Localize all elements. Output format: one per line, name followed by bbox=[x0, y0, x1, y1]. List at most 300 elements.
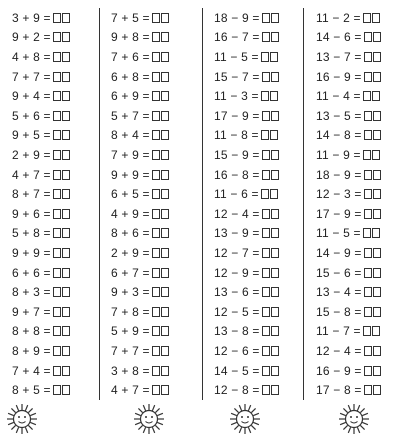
problem-expression: 9 + 4 = bbox=[12, 89, 51, 104]
answer-boxes[interactable] bbox=[364, 32, 381, 42]
answer-digit-box[interactable] bbox=[152, 13, 160, 23]
answer-digit-box[interactable] bbox=[161, 52, 169, 62]
problem-row bbox=[214, 282, 279, 302]
answer-digit-box[interactable] bbox=[53, 385, 61, 395]
answer-digit-box[interactable] bbox=[364, 307, 372, 317]
answer-digit-box[interactable] bbox=[161, 307, 169, 317]
answer-boxes[interactable] bbox=[262, 385, 279, 395]
answer-digit-box[interactable] bbox=[152, 228, 160, 238]
answer-digit-box[interactable] bbox=[62, 91, 70, 101]
answer-digit-box[interactable] bbox=[372, 326, 380, 336]
answer-digit-box[interactable] bbox=[373, 366, 381, 376]
problem-expression: 9 + 3 = bbox=[111, 285, 150, 300]
problem-row bbox=[12, 47, 70, 67]
answer-digit-box[interactable] bbox=[152, 248, 160, 258]
problem-row bbox=[111, 243, 169, 263]
answer-boxes[interactable] bbox=[364, 307, 381, 317]
answer-boxes[interactable] bbox=[152, 366, 169, 376]
answer-digit-box[interactable] bbox=[364, 248, 372, 258]
problem-expression: 9 + 7 = bbox=[12, 304, 51, 319]
problem-row bbox=[12, 322, 70, 342]
answer-digit-box[interactable] bbox=[161, 150, 169, 160]
answer-digit-box[interactable] bbox=[161, 91, 169, 101]
answer-digit-box[interactable] bbox=[261, 91, 269, 101]
answer-boxes[interactable] bbox=[363, 13, 380, 23]
answer-boxes[interactable] bbox=[364, 170, 381, 180]
answer-boxes[interactable] bbox=[364, 366, 381, 376]
problem-expression: 12 − 4 = bbox=[316, 344, 362, 359]
answer-digit-box[interactable] bbox=[262, 248, 270, 258]
answer-digit-box[interactable] bbox=[271, 307, 279, 317]
problem-row bbox=[214, 380, 279, 400]
answer-digit-box[interactable] bbox=[261, 130, 269, 140]
answer-digit-box[interactable] bbox=[262, 307, 270, 317]
problem-expression: 14 − 6 = bbox=[316, 30, 362, 45]
answer-digit-box[interactable] bbox=[62, 326, 70, 336]
answer-boxes[interactable] bbox=[363, 91, 380, 101]
answer-digit-box[interactable] bbox=[373, 111, 381, 121]
answer-digit-box[interactable] bbox=[53, 248, 61, 258]
problem-expression: 12 − 4 = bbox=[214, 206, 260, 221]
column-divider bbox=[99, 8, 100, 400]
answer-digit-box[interactable] bbox=[262, 346, 270, 356]
answer-boxes[interactable] bbox=[262, 346, 279, 356]
answer-boxes[interactable] bbox=[262, 248, 279, 258]
answer-digit-box[interactable] bbox=[53, 170, 61, 180]
answer-digit-box[interactable] bbox=[161, 13, 169, 23]
answer-boxes[interactable] bbox=[364, 130, 381, 140]
answer-digit-box[interactable] bbox=[62, 346, 70, 356]
answer-digit-box[interactable] bbox=[152, 150, 160, 160]
answer-digit-box[interactable] bbox=[373, 346, 381, 356]
answer-digit-box[interactable] bbox=[363, 13, 371, 23]
answer-boxes[interactable] bbox=[53, 268, 70, 278]
answer-digit-box[interactable] bbox=[62, 209, 70, 219]
answer-digit-box[interactable] bbox=[271, 150, 279, 160]
answer-digit-box[interactable] bbox=[53, 228, 61, 238]
answer-digit-box[interactable] bbox=[152, 111, 160, 121]
answer-digit-box[interactable] bbox=[262, 385, 270, 395]
problem-row bbox=[111, 322, 169, 342]
answer-boxes[interactable] bbox=[53, 228, 70, 238]
answer-digit-box[interactable] bbox=[262, 287, 270, 297]
answer-digit-box[interactable] bbox=[62, 52, 70, 62]
answer-digit-box[interactable] bbox=[373, 209, 381, 219]
answer-digit-box[interactable] bbox=[271, 32, 279, 42]
answer-digit-box[interactable] bbox=[372, 13, 380, 23]
answer-boxes[interactable] bbox=[364, 189, 381, 199]
problem-row bbox=[316, 282, 381, 302]
problem-expression: 5 + 6 = bbox=[12, 108, 51, 123]
answer-boxes[interactable] bbox=[53, 209, 70, 219]
problem-expression: 12 − 9 = bbox=[214, 265, 260, 280]
answer-digit-box[interactable] bbox=[262, 366, 270, 376]
answer-digit-box[interactable] bbox=[62, 170, 70, 180]
answer-digit-box[interactable] bbox=[53, 111, 61, 121]
answer-boxes[interactable] bbox=[152, 170, 169, 180]
answer-digit-box[interactable] bbox=[161, 366, 169, 376]
problem-row bbox=[12, 67, 70, 87]
answer-digit-box[interactable] bbox=[262, 72, 270, 82]
answer-boxes[interactable] bbox=[152, 268, 169, 278]
answer-boxes[interactable] bbox=[364, 287, 381, 297]
answer-boxes[interactable] bbox=[364, 111, 381, 121]
problem-expression: 16 − 9 = bbox=[316, 69, 362, 84]
answer-digit-box[interactable] bbox=[161, 32, 169, 42]
answer-boxes[interactable] bbox=[53, 130, 70, 140]
answer-digit-box[interactable] bbox=[62, 72, 70, 82]
answer-digit-box[interactable] bbox=[271, 228, 279, 238]
problem-expression: 8 + 5 = bbox=[12, 383, 51, 398]
answer-digit-box[interactable] bbox=[152, 91, 160, 101]
answer-digit-box[interactable] bbox=[161, 268, 169, 278]
problem-row bbox=[214, 302, 279, 322]
answer-boxes[interactable] bbox=[53, 189, 70, 199]
answer-digit-box[interactable] bbox=[62, 111, 70, 121]
answer-boxes[interactable] bbox=[53, 32, 70, 42]
answer-boxes[interactable] bbox=[53, 72, 70, 82]
answer-digit-box[interactable] bbox=[373, 130, 381, 140]
sun-icon bbox=[229, 403, 261, 435]
answer-digit-box[interactable] bbox=[271, 385, 279, 395]
answer-boxes[interactable] bbox=[261, 130, 278, 140]
answer-boxes[interactable] bbox=[152, 72, 169, 82]
answer-digit-box[interactable] bbox=[53, 268, 61, 278]
answer-boxes[interactable] bbox=[152, 209, 169, 219]
answer-boxes[interactable] bbox=[262, 72, 279, 82]
answer-digit-box[interactable] bbox=[270, 91, 278, 101]
problem-row bbox=[111, 67, 169, 87]
answer-digit-box[interactable] bbox=[262, 170, 270, 180]
answer-boxes[interactable] bbox=[53, 326, 70, 336]
answer-digit-box[interactable] bbox=[373, 189, 381, 199]
problem-expression: 6 + 6 = bbox=[12, 265, 51, 280]
answer-boxes[interactable] bbox=[363, 326, 380, 336]
answer-digit-box[interactable] bbox=[161, 248, 169, 258]
answer-digit-box[interactable] bbox=[62, 130, 70, 140]
answer-digit-box[interactable] bbox=[364, 346, 372, 356]
answer-digit-box[interactable] bbox=[161, 385, 169, 395]
answer-boxes[interactable] bbox=[152, 150, 169, 160]
answer-digit-box[interactable] bbox=[152, 52, 160, 62]
problem-row bbox=[12, 126, 70, 146]
problem-expression: 4 + 7 = bbox=[12, 167, 51, 182]
answer-digit-box[interactable] bbox=[364, 32, 372, 42]
answer-digit-box[interactable] bbox=[373, 385, 381, 395]
problem-expression: 2 + 9 = bbox=[111, 246, 150, 261]
answer-digit-box[interactable] bbox=[152, 307, 160, 317]
problem-row bbox=[111, 47, 169, 67]
answer-boxes[interactable] bbox=[152, 307, 169, 317]
answer-boxes[interactable] bbox=[53, 150, 70, 160]
answer-digit-box[interactable] bbox=[271, 111, 279, 121]
answer-digit-box[interactable] bbox=[53, 346, 61, 356]
answer-digit-box[interactable] bbox=[364, 189, 372, 199]
answer-digit-box[interactable] bbox=[62, 287, 70, 297]
answer-boxes[interactable] bbox=[262, 13, 279, 23]
answer-boxes[interactable] bbox=[152, 385, 169, 395]
answer-digit-box[interactable] bbox=[372, 150, 380, 160]
answer-digit-box[interactable] bbox=[373, 268, 381, 278]
column-divider bbox=[303, 8, 304, 400]
answer-digit-box[interactable] bbox=[62, 366, 70, 376]
answer-boxes[interactable] bbox=[152, 346, 169, 356]
sun-icon bbox=[133, 403, 165, 435]
answer-boxes[interactable] bbox=[261, 91, 278, 101]
answer-digit-box[interactable] bbox=[363, 91, 371, 101]
answer-digit-box[interactable] bbox=[373, 287, 381, 297]
answer-digit-box[interactable] bbox=[261, 189, 269, 199]
answer-digit-box[interactable] bbox=[262, 150, 270, 160]
problem-expression: 11 − 6 = bbox=[214, 187, 259, 202]
answer-digit-box[interactable] bbox=[262, 326, 270, 336]
answer-boxes[interactable] bbox=[152, 287, 169, 297]
answer-digit-box[interactable] bbox=[373, 32, 381, 42]
answer-boxes[interactable] bbox=[364, 209, 381, 219]
answer-digit-box[interactable] bbox=[271, 72, 279, 82]
problem-row bbox=[111, 8, 169, 28]
answer-digit-box[interactable] bbox=[364, 130, 372, 140]
answer-boxes[interactable] bbox=[262, 287, 279, 297]
answer-boxes[interactable] bbox=[364, 268, 381, 278]
answer-boxes[interactable] bbox=[152, 326, 169, 336]
answer-boxes[interactable] bbox=[53, 91, 70, 101]
answer-digit-box[interactable] bbox=[364, 72, 372, 82]
answer-digit-box[interactable] bbox=[373, 72, 381, 82]
answer-digit-box[interactable] bbox=[262, 13, 270, 23]
answer-digit-box[interactable] bbox=[53, 130, 61, 140]
answer-digit-box[interactable] bbox=[62, 189, 70, 199]
answer-digit-box[interactable] bbox=[271, 326, 279, 336]
answer-digit-box[interactable] bbox=[364, 268, 372, 278]
answer-digit-box[interactable] bbox=[152, 326, 160, 336]
answer-boxes[interactable] bbox=[364, 385, 381, 395]
answer-boxes[interactable] bbox=[53, 111, 70, 121]
problem-row bbox=[12, 263, 70, 283]
answer-boxes[interactable] bbox=[53, 366, 70, 376]
answer-boxes[interactable] bbox=[262, 32, 279, 42]
problem-row bbox=[316, 47, 381, 67]
problem-expression: 6 + 8 = bbox=[111, 69, 150, 84]
answer-digit-box[interactable] bbox=[364, 170, 372, 180]
answer-boxes[interactable] bbox=[53, 307, 70, 317]
answer-digit-box[interactable] bbox=[161, 111, 169, 121]
answer-boxes[interactable] bbox=[53, 346, 70, 356]
answer-boxes[interactable] bbox=[152, 130, 169, 140]
answer-digit-box[interactable] bbox=[161, 346, 169, 356]
answer-boxes[interactable] bbox=[262, 366, 279, 376]
answer-digit-box[interactable] bbox=[363, 228, 371, 238]
answer-digit-box[interactable] bbox=[372, 91, 380, 101]
answer-boxes[interactable] bbox=[262, 326, 279, 336]
answer-digit-box[interactable] bbox=[152, 72, 160, 82]
answer-boxes[interactable] bbox=[53, 170, 70, 180]
answer-digit-box[interactable] bbox=[261, 52, 269, 62]
answer-digit-box[interactable] bbox=[364, 209, 372, 219]
problem-expression: 9 + 9 = bbox=[111, 167, 150, 182]
answer-digit-box[interactable] bbox=[271, 13, 279, 23]
answer-digit-box[interactable] bbox=[53, 209, 61, 219]
answer-digit-box[interactable] bbox=[62, 150, 70, 160]
answer-digit-box[interactable] bbox=[270, 130, 278, 140]
problem-expression: 13 − 7 = bbox=[316, 50, 362, 65]
answer-digit-box[interactable] bbox=[152, 170, 160, 180]
answer-digit-box[interactable] bbox=[152, 268, 160, 278]
answer-digit-box[interactable] bbox=[53, 72, 61, 82]
answer-digit-box[interactable] bbox=[363, 326, 371, 336]
answer-boxes[interactable] bbox=[262, 209, 279, 219]
answer-digit-box[interactable] bbox=[161, 189, 169, 199]
answer-digit-box[interactable] bbox=[161, 287, 169, 297]
answer-digit-box[interactable] bbox=[152, 32, 160, 42]
answer-boxes[interactable] bbox=[262, 170, 279, 180]
answer-boxes[interactable] bbox=[152, 91, 169, 101]
problem-expression: 8 + 4 = bbox=[111, 128, 150, 143]
answer-digit-box[interactable] bbox=[364, 385, 372, 395]
answer-digit-box[interactable] bbox=[62, 385, 70, 395]
answer-digit-box[interactable] bbox=[271, 170, 279, 180]
problem-expression: 17 − 8 = bbox=[316, 383, 362, 398]
answer-digit-box[interactable] bbox=[373, 307, 381, 317]
answer-digit-box[interactable] bbox=[53, 13, 61, 23]
answer-digit-box[interactable] bbox=[373, 170, 381, 180]
problem-row bbox=[12, 8, 70, 28]
answer-digit-box[interactable] bbox=[373, 248, 381, 258]
answer-boxes[interactable] bbox=[152, 189, 169, 199]
sun-icon bbox=[338, 403, 370, 435]
answer-digit-box[interactable] bbox=[53, 307, 61, 317]
answer-boxes[interactable] bbox=[262, 307, 279, 317]
answer-digit-box[interactable] bbox=[271, 287, 279, 297]
answer-digit-box[interactable] bbox=[152, 209, 160, 219]
answer-digit-box[interactable] bbox=[271, 268, 279, 278]
answer-boxes[interactable] bbox=[363, 150, 380, 160]
answer-digit-box[interactable] bbox=[152, 130, 160, 140]
problem-row bbox=[214, 361, 279, 381]
answer-digit-box[interactable] bbox=[363, 150, 371, 160]
problem-expression: 17 − 9 = bbox=[214, 108, 260, 123]
problem-row bbox=[316, 322, 380, 342]
problem-expression: 11 − 8 = bbox=[214, 128, 259, 143]
answer-boxes[interactable] bbox=[152, 52, 169, 62]
answer-digit-box[interactable] bbox=[152, 346, 160, 356]
answer-digit-box[interactable] bbox=[161, 228, 169, 238]
answer-digit-box[interactable] bbox=[152, 189, 160, 199]
answer-boxes[interactable] bbox=[262, 228, 279, 238]
answer-digit-box[interactable] bbox=[53, 366, 61, 376]
answer-digit-box[interactable] bbox=[152, 385, 160, 395]
answer-boxes[interactable] bbox=[152, 13, 169, 23]
answer-boxes[interactable] bbox=[53, 52, 70, 62]
problem-row bbox=[214, 263, 279, 283]
answer-boxes[interactable] bbox=[262, 268, 279, 278]
answer-digit-box[interactable] bbox=[262, 268, 270, 278]
answer-boxes[interactable] bbox=[53, 385, 70, 395]
problem-expression: 11 − 7 = bbox=[316, 324, 361, 339]
problem-row bbox=[12, 86, 70, 106]
answer-digit-box[interactable] bbox=[53, 287, 61, 297]
answer-digit-box[interactable] bbox=[262, 32, 270, 42]
problem-row bbox=[214, 341, 279, 361]
answer-boxes[interactable] bbox=[152, 228, 169, 238]
answer-boxes[interactable] bbox=[364, 52, 381, 62]
answer-digit-box[interactable] bbox=[62, 228, 70, 238]
answer-boxes[interactable] bbox=[262, 150, 279, 160]
problem-expression: 4 + 8 = bbox=[12, 50, 51, 65]
answer-digit-box[interactable] bbox=[364, 366, 372, 376]
answer-digit-box[interactable] bbox=[62, 307, 70, 317]
answer-boxes[interactable] bbox=[261, 189, 278, 199]
answer-digit-box[interactable] bbox=[262, 228, 270, 238]
answer-digit-box[interactable] bbox=[364, 52, 372, 62]
answer-digit-box[interactable] bbox=[161, 72, 169, 82]
answer-digit-box[interactable] bbox=[271, 366, 279, 376]
answer-digit-box[interactable] bbox=[53, 150, 61, 160]
problem-row bbox=[111, 341, 169, 361]
answer-boxes[interactable] bbox=[364, 72, 381, 82]
answer-digit-box[interactable] bbox=[53, 189, 61, 199]
column-divider bbox=[202, 8, 203, 400]
answer-digit-box[interactable] bbox=[271, 209, 279, 219]
problem-row bbox=[316, 204, 381, 224]
answer-digit-box[interactable] bbox=[62, 32, 70, 42]
answer-digit-box[interactable] bbox=[270, 52, 278, 62]
answer-digit-box[interactable] bbox=[152, 366, 160, 376]
problem-expression: 8 + 8 = bbox=[12, 324, 51, 339]
answer-digit-box[interactable] bbox=[270, 189, 278, 199]
answer-boxes[interactable] bbox=[152, 248, 169, 258]
answer-digit-box[interactable] bbox=[53, 91, 61, 101]
problem-expression: 3 + 9 = bbox=[12, 10, 51, 25]
answer-digit-box[interactable] bbox=[364, 111, 372, 121]
answer-digit-box[interactable] bbox=[53, 32, 61, 42]
answer-boxes[interactable] bbox=[53, 287, 70, 297]
problem-expression: 14 − 5 = bbox=[214, 363, 260, 378]
problem-expression: 17 − 9 = bbox=[316, 206, 362, 221]
problem-row bbox=[316, 67, 381, 87]
answer-digit-box[interactable] bbox=[271, 248, 279, 258]
answer-digit-box[interactable] bbox=[53, 326, 61, 336]
answer-digit-box[interactable] bbox=[161, 170, 169, 180]
answer-boxes[interactable] bbox=[152, 111, 169, 121]
problem-expression: 8 + 9 = bbox=[12, 344, 51, 359]
answer-digit-box[interactable] bbox=[373, 52, 381, 62]
answer-digit-box[interactable] bbox=[262, 209, 270, 219]
answer-boxes[interactable] bbox=[364, 248, 381, 258]
answer-boxes[interactable] bbox=[261, 52, 278, 62]
answer-digit-box[interactable] bbox=[62, 13, 70, 23]
answer-digit-box[interactable] bbox=[271, 346, 279, 356]
answer-boxes[interactable] bbox=[262, 111, 279, 121]
answer-boxes[interactable] bbox=[364, 346, 381, 356]
answer-boxes[interactable] bbox=[363, 228, 380, 238]
problem-row bbox=[316, 302, 381, 322]
answer-digit-box[interactable] bbox=[364, 287, 372, 297]
answer-digit-box[interactable] bbox=[62, 248, 70, 258]
answer-digit-box[interactable] bbox=[161, 209, 169, 219]
answer-digit-box[interactable] bbox=[152, 287, 160, 297]
answer-boxes[interactable] bbox=[53, 13, 70, 23]
answer-digit-box[interactable] bbox=[262, 111, 270, 121]
answer-digit-box[interactable] bbox=[62, 268, 70, 278]
answer-boxes[interactable] bbox=[152, 32, 169, 42]
problem-row bbox=[12, 184, 70, 204]
answer-digit-box[interactable] bbox=[161, 326, 169, 336]
answer-digit-box[interactable] bbox=[53, 52, 61, 62]
answer-boxes[interactable] bbox=[53, 248, 70, 258]
answer-digit-box[interactable] bbox=[372, 228, 380, 238]
answer-digit-box[interactable] bbox=[161, 130, 169, 140]
